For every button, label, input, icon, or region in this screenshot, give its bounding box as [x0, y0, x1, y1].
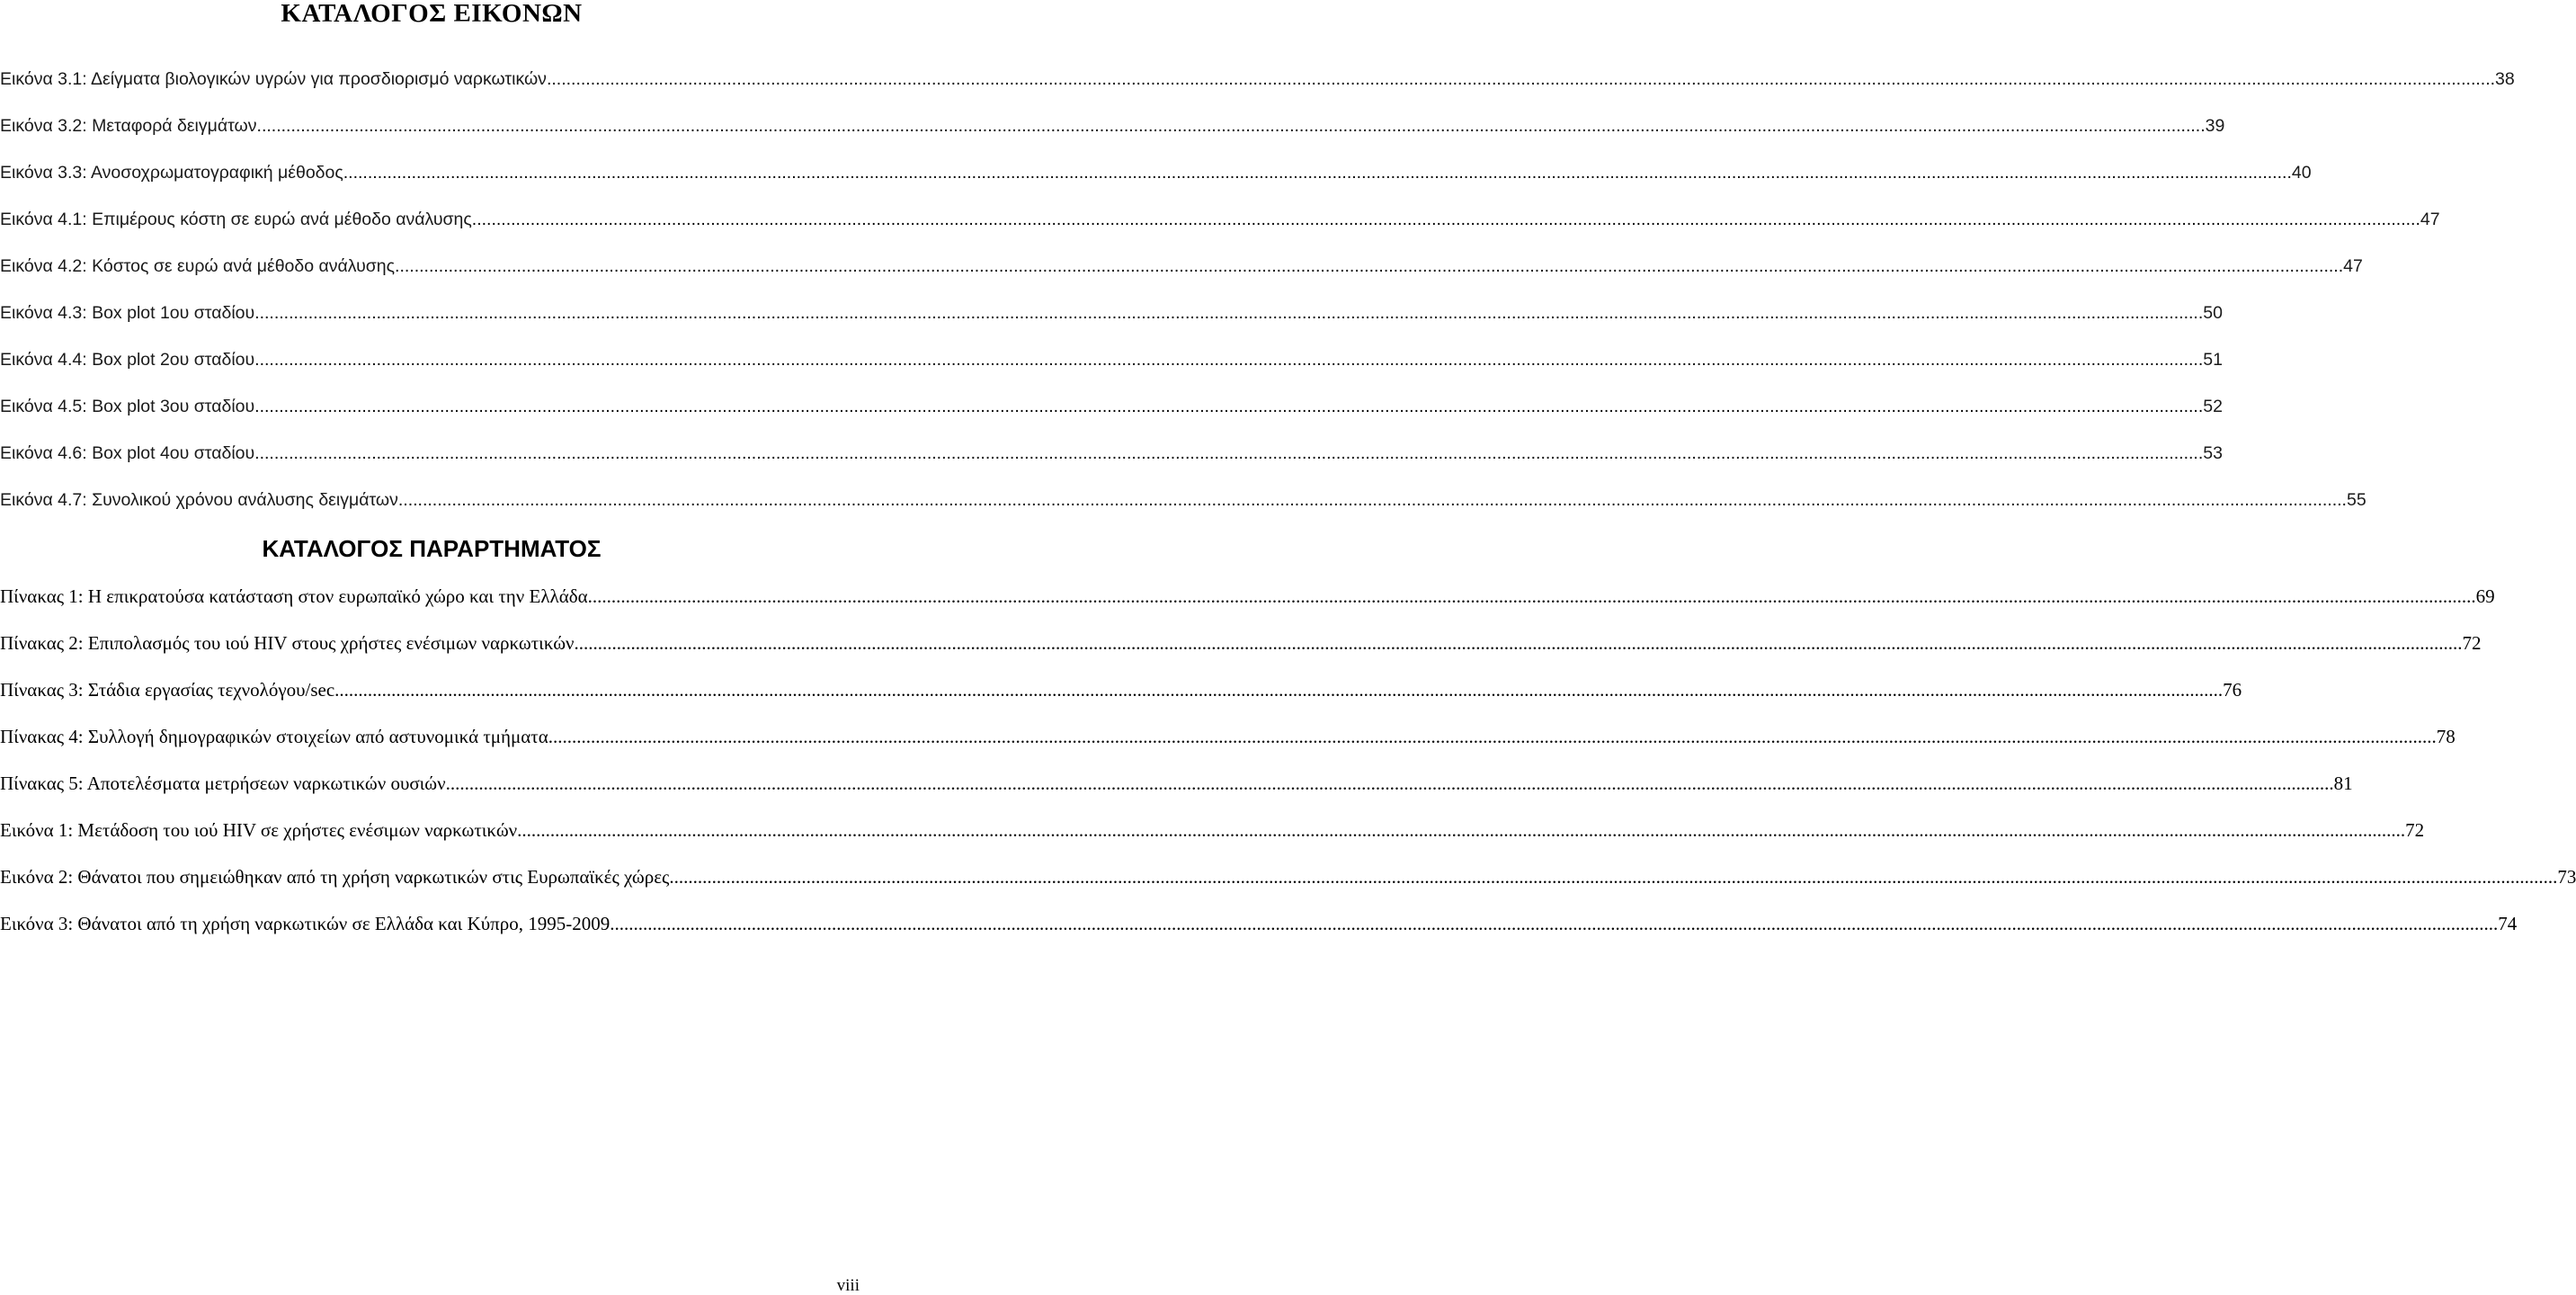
toc-entry-label: Πίνακας 3: Στάδια εργασίας τεχνολόγου/sec — [0, 679, 335, 701]
toc-entry — [0, 250, 2363, 277]
toc-entry-page: 72 — [2462, 632, 2482, 654]
toc-entry-page: 47 — [2420, 210, 2440, 229]
toc-entry — [0, 627, 2482, 654]
toc-entry — [0, 156, 2312, 183]
toc-entry — [0, 110, 2225, 137]
toc-entry-label: Πίνακας 4: Συλλογή δημογραφικών στοιχείων από αστυνομικά τμήματα — [0, 726, 548, 747]
toc-leader-dots: ................................................................................................................................................................................................................................................................................................................................................................................................................ — [395, 256, 2344, 276]
toc-entry-label: Εικόνα 4.1: Επιμέρους κόστη σε ευρώ ανά μέθοδο ανάλυσης — [0, 210, 472, 229]
toc-leader-dots: ................................................................................................................................................................................................................................................................................................................................................................................................................ — [256, 116, 2206, 136]
toc-entry-page: 55 — [2346, 490, 2367, 510]
toc-entry-page: 50 — [2203, 303, 2223, 323]
toc-entry-page: 38 — [2495, 69, 2515, 89]
toc-entry-label: Πίνακας 1: Η επικρατούσα κατάσταση στον ευρωπαϊκό χώρο και την Ελλάδα — [0, 585, 588, 607]
toc-leader-dots: ................................................................................................................................................................................................................................................................................................................................................................................................................ — [254, 303, 2204, 323]
toc-entry-label: Εικόνα 4.3: Box plot 1ου σταδίου — [0, 303, 255, 323]
toc-leader-dots: ................................................................................................................................................................................................................................................................................................................................................................................................................ — [546, 69, 2496, 89]
toc-entry — [0, 580, 2495, 607]
toc-entry-page: 72 — [2405, 819, 2425, 841]
toc-leader-dots: ................................................................................................................................................................................................................................................................................................................................................................................................................ — [669, 866, 2558, 888]
toc-entry-label: Πίνακας 2: Επιπολασμός του ιού HIV στους χρήστες ενέσιμων ναρκωτικών — [0, 632, 575, 654]
toc-entry — [0, 861, 2576, 888]
toc-leader-dots: ................................................................................................................................................................................................................................................................................................................................................................................................................ — [574, 632, 2463, 654]
toc-entry — [0, 484, 2367, 511]
toc-entry — [0, 814, 2425, 841]
toc-entry — [0, 203, 2440, 230]
toc-leader-dots: ................................................................................................................................................................................................................................................................................................................................................................................................................ — [610, 913, 2499, 934]
toc-entry-label: Πίνακας 5: Αποτελέσματα μετρήσεων ναρκωτικών ουσιών — [0, 773, 446, 794]
toc-entry-page: 74 — [2498, 913, 2518, 934]
toc-entry-page: 73 — [2557, 866, 2576, 888]
toc-entry-page: 52 — [2203, 397, 2223, 416]
toc-entry-label: Εικόνα 2: Θάνατοι που σημειώθηκαν από τη χρήση ναρκωτικών στις Ευρωπαϊκές χώρες — [0, 866, 670, 888]
toc-leader-dots: ................................................................................................................................................................................................................................................................................................................................................................................................................ — [343, 163, 2292, 183]
toc-leader-dots: ................................................................................................................................................................................................................................................................................................................................................................................................................ — [471, 210, 2420, 229]
toc-leader-dots: ................................................................................................................................................................................................................................................................................................................................................................................................................ — [548, 726, 2437, 747]
toc-leader-dots: ................................................................................................................................................................................................................................................................................................................................................................................................................ — [254, 350, 2204, 370]
toc-entry-label: Εικόνα 3.3: Ανοσοχρωματογραφική μέθοδος — [0, 163, 343, 183]
toc-entry-page: 47 — [2343, 256, 2363, 276]
toc-leader-dots: ................................................................................................................................................................................................................................................................................................................................................................................................................ — [517, 819, 2406, 841]
toc-entry-page: 39 — [2205, 116, 2225, 136]
toc-entry — [0, 767, 2353, 794]
toc-entry-label: Εικόνα 4.5: Box plot 3ου σταδίου — [0, 397, 255, 416]
figures-heading: ΚΑΤΑΛΟΓΟΣ ΕΙΚΟΝΩΝ — [281, 0, 583, 28]
toc-entry-label: Εικόνα 4.2: Κόστος σε ευρώ ανά μέθοδο ανάλυσης — [0, 256, 396, 276]
toc-entry-label: Εικόνα 3: Θάνατοι από τη χρήση ναρκωτικών σε Ελλάδα και Κύπρο, 1995-2009 — [0, 913, 611, 934]
page-number: viii — [836, 1276, 860, 1295]
appendix-heading: ΚΑΤΑΛΟΓΟΣ ΠΑΡΑΡΤΗΜΑΤΟΣ — [262, 535, 602, 562]
toc-entry — [0, 437, 2223, 464]
toc-entry-label: Εικόνα 4.4: Box plot 2ου σταδίου — [0, 350, 255, 370]
toc-entry-page: 51 — [2203, 350, 2223, 370]
toc-entry — [0, 907, 2518, 934]
toc-entry-label: Εικόνα 3.2: Μεταφορά δειγμάτων — [0, 116, 257, 136]
toc-leader-dots: ................................................................................................................................................................................................................................................................................................................................................................................................................ — [254, 397, 2204, 416]
toc-entry — [0, 390, 2223, 417]
toc-entry-label: Εικόνα 3.1: Δείγματα βιολογικών υγρών για προσδιορισμό ναρκωτικών — [0, 69, 547, 89]
toc-entry-page: 40 — [2291, 163, 2312, 183]
toc-entry-page: 53 — [2203, 443, 2223, 463]
toc-entry-page: 81 — [2333, 773, 2353, 794]
toc-entry — [0, 297, 2223, 324]
toc-leader-dots: ................................................................................................................................................................................................................................................................................................................................................................................................................ — [445, 773, 2334, 794]
toc-leader-dots: ................................................................................................................................................................................................................................................................................................................................................................................................................ — [587, 585, 2476, 607]
toc-entry-page: 76 — [2223, 679, 2242, 701]
toc-entry — [0, 674, 2242, 701]
toc-leader-dots: ................................................................................................................................................................................................................................................................................................................................................................................................................ — [334, 679, 2224, 701]
toc-leader-dots: ................................................................................................................................................................................................................................................................................................................................................................................................................ — [397, 490, 2347, 510]
toc-leader-dots: ................................................................................................................................................................................................................................................................................................................................................................................................................ — [254, 443, 2204, 463]
toc-entry — [0, 63, 2515, 90]
toc-entry-label: Εικόνα 4.6: Box plot 4ου σταδίου — [0, 443, 255, 463]
toc-entry-page: 78 — [2436, 726, 2456, 747]
toc-entry-label: Εικόνα 4.7: Συνολικού χρόνου ανάλυσης δειγμάτων — [0, 490, 398, 510]
toc-entry-page: 69 — [2475, 585, 2495, 607]
toc-entry-label: Εικόνα 1: Μετάδοση του ιού HIV σε χρήστες ενέσιμων ναρκωτικών — [0, 819, 518, 841]
toc-entry — [0, 720, 2456, 747]
toc-entry — [0, 344, 2223, 371]
